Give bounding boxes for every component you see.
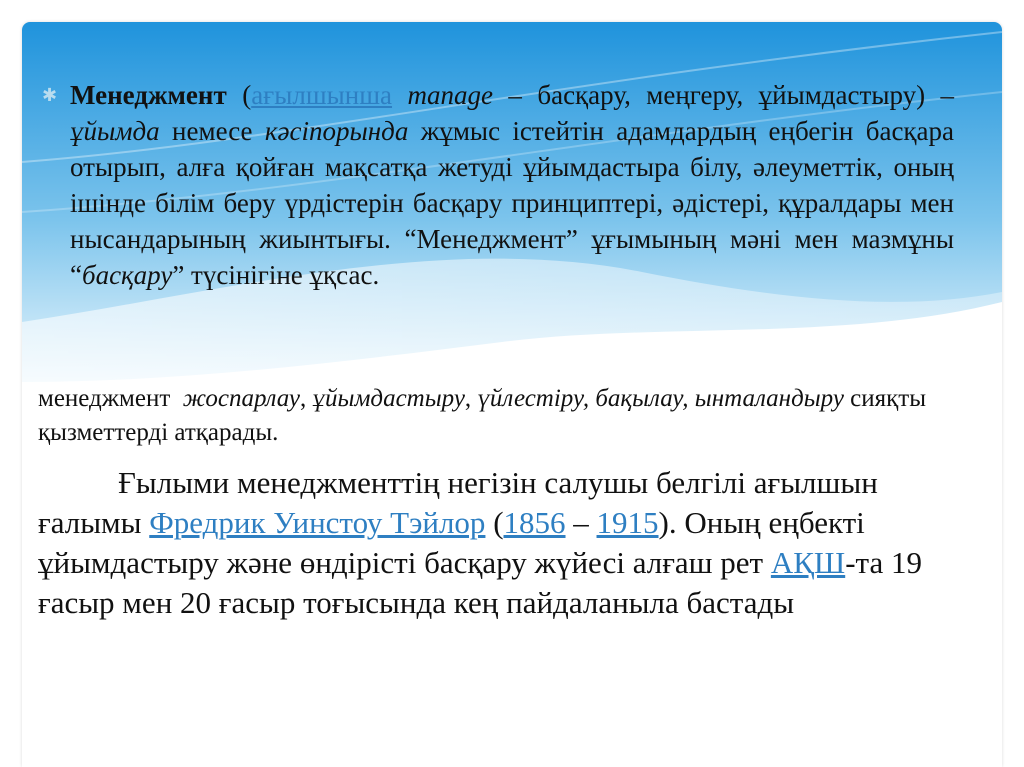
function-organizing: ұйымдастыру bbox=[312, 385, 465, 412]
taylor-paragraph bbox=[38, 463, 938, 623]
definition-paragraph bbox=[42, 77, 955, 293]
control-term: басқару bbox=[81, 260, 173, 290]
or-text: немесе bbox=[172, 116, 253, 146]
functions-paragraph bbox=[38, 382, 938, 450]
gloss-text: – басқару, меңгеру, ұйымдастыру) – bbox=[508, 80, 955, 110]
word-manage: manage bbox=[407, 80, 493, 110]
definition-body: жұмыс істейтін адамдардың еңбегін басқара отырып, алға қойған мақсатқа жетуді ұйымдастыра білу, әлеуметтік, оның ішінде білім беру үрдістерін басқару принциптері, әдістері, құралдары мен нысандарының жиынтығы. “Менеджмент” ұғымының мәні мен мазмұны “ bbox=[70, 116, 955, 290]
in-enterprise: кәсіпорында bbox=[264, 116, 409, 146]
dash: – bbox=[573, 505, 589, 540]
definition-tail: ” түсінігіне ұқсас. bbox=[172, 260, 380, 290]
taylor-text-3: -та 19 ғасыр мен 20 ғасыр тоғысында кең пайдаланыла бастады bbox=[38, 545, 922, 620]
function-planning: жоспарлау bbox=[182, 385, 301, 412]
comma: , bbox=[300, 385, 307, 412]
paren-open: ( bbox=[493, 505, 504, 540]
year-1915-link[interactable]: 1915 bbox=[596, 505, 659, 540]
usa-link[interactable]: АҚШ bbox=[770, 545, 846, 580]
functions-tail: сияқты қызметтерді атқарады. bbox=[38, 385, 927, 446]
bullet-icon: ✱ bbox=[42, 85, 58, 105]
functions-lead: менеджмент bbox=[38, 385, 171, 412]
term-management: Менеджмент bbox=[70, 80, 227, 110]
open-paren: ( bbox=[242, 80, 252, 110]
in-organization: ұйымда bbox=[70, 116, 160, 146]
taylor-link[interactable]: Фредрик Уинстоу Тэйлор bbox=[149, 505, 486, 540]
year-1856-link[interactable]: 1856 bbox=[503, 505, 566, 540]
english-link[interactable]: ағылшынша bbox=[251, 80, 393, 110]
taylor-text-1: Ғылыми менеджменттің негізін салушы белгілі ағылшын ғалымы bbox=[38, 465, 878, 540]
function-coordinating: үйлестіру, бақылау, bbox=[477, 385, 689, 412]
taylor-text-2: ). Оның еңбекті ұйымдастыру және өндірісті басқару жүйесі алғаш рет bbox=[38, 505, 865, 580]
slide bbox=[22, 22, 1002, 767]
function-motivating: ынталандыру bbox=[694, 385, 844, 412]
comma: , bbox=[464, 385, 472, 412]
